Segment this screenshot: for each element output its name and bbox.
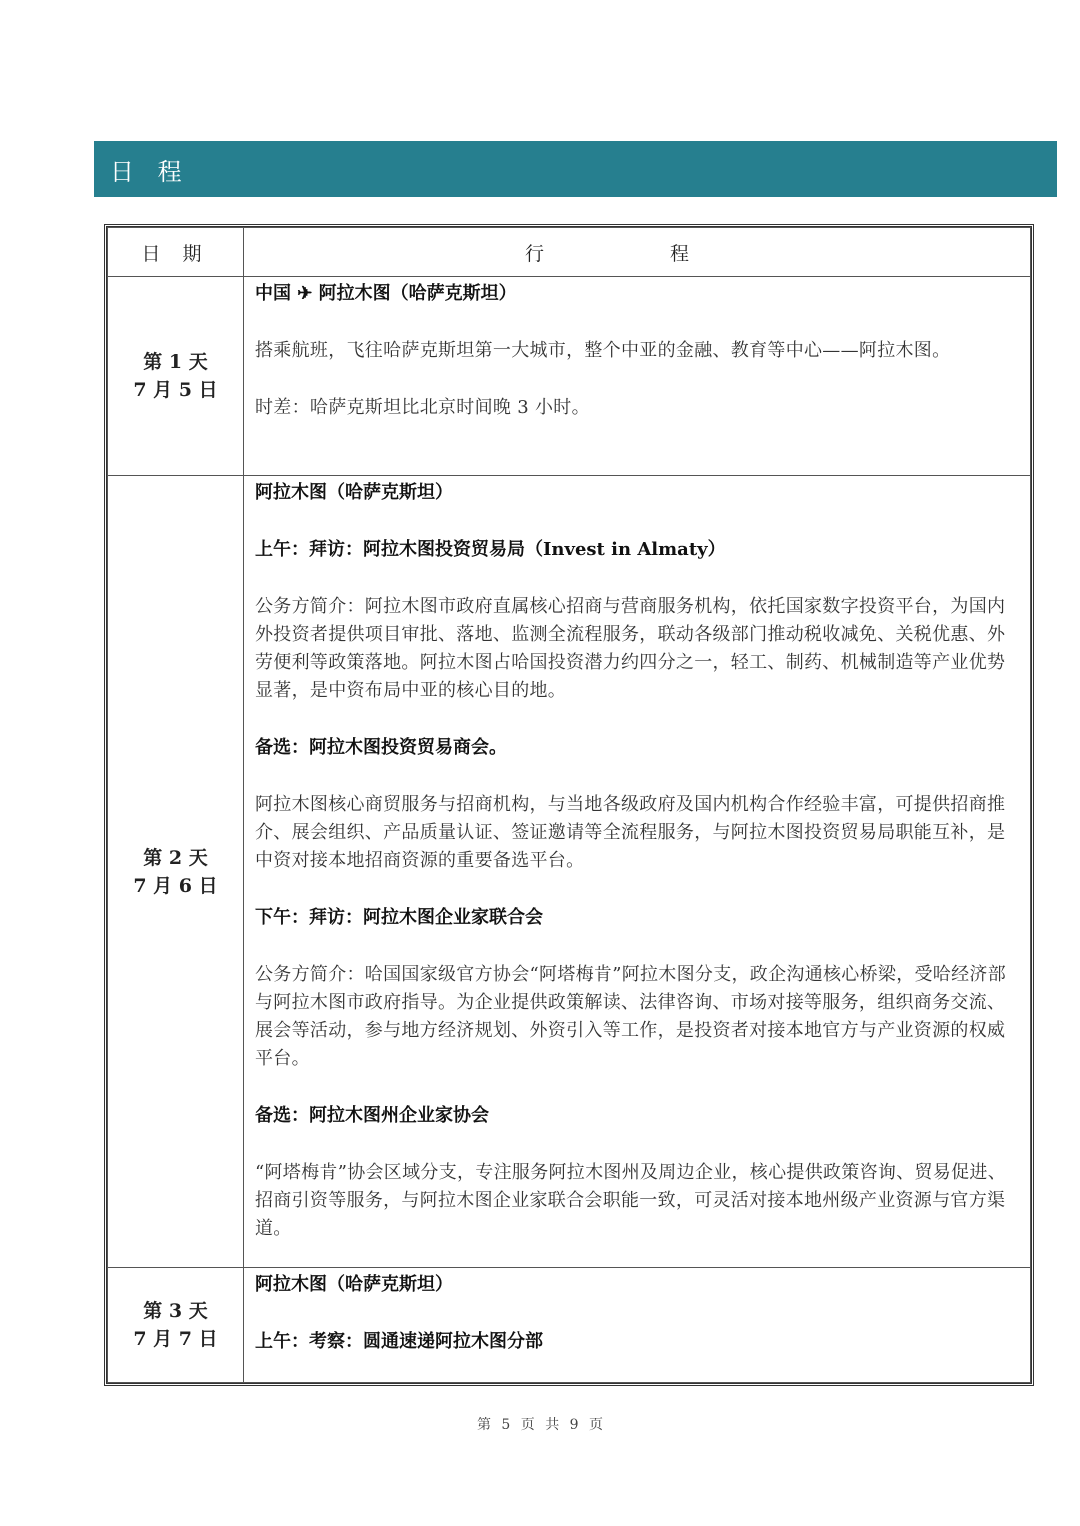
section-title: 日 程 <box>110 157 190 186</box>
table-row-day-2 <box>108 476 1031 1268</box>
section-banner <box>94 141 1057 197</box>
day-label: 第 1 天 <box>143 351 208 373</box>
itinerary-line: 备选：阿拉木图投资贸易商会。 <box>255 737 507 758</box>
date-label: 7 月 7 日 <box>133 1328 218 1350</box>
page-footer: 第 5 页 共 9 页 <box>476 1417 604 1433</box>
itinerary-line: 搭乘航班，飞往哈萨克斯坦第一大城市，整个中亚的金融、教育等中心——阿拉木图。 <box>255 340 951 361</box>
itinerary-line: 公务方简介：阿拉木图市政府直属核心招商与营商服务机构，依托国家数字投资平台，为国内外投资者提供项目审批、落地、监测全流程服务，联动各级部门推动税收减免、关税优惠、外劳便利等政策落地。阿拉木图占哈国投资潜力约四分之一，轻工、制药、机械制造等产业优势显著，是中资布局中亚的核心目的地。 <box>255 596 1006 701</box>
itinerary-line: 阿拉木图（哈萨克斯坦） <box>255 1274 453 1295</box>
date-label: 7 月 5 日 <box>133 379 218 401</box>
itinerary-cell <box>244 476 1031 1268</box>
date-cell <box>108 476 244 1268</box>
itinerary-line: 中国 ✈ 阿拉木图（哈萨克斯坦） <box>255 283 517 304</box>
date-label: 7 月 6 日 <box>133 874 218 897</box>
itinerary-table <box>104 224 1034 1386</box>
itinerary-line: 阿拉木图（哈萨克斯坦） <box>255 482 453 503</box>
itinerary-cell <box>244 277 1031 476</box>
table-row-day-3 <box>108 1268 1031 1383</box>
itinerary-line: 备选：阿拉木图州企业家协会 <box>255 1105 489 1126</box>
header-date: 日 期 <box>108 228 244 277</box>
date-cell <box>108 1268 244 1383</box>
itinerary-line: 下午：拜访：阿拉木图企业家联合会 <box>255 907 543 928</box>
itinerary-line: 公务方简介：哈国国家级官方协会“阿塔梅肯”阿拉木图分支，政企沟通核心桥梁，受哈经济部与阿拉木图市政府指导。为企业提供政策解读、法律咨询、市场对接等服务，组织商务交流、展会等活动，参与地方经济规划、外资引入等工作，是投资者对接本地官方与产业资源的权威平台。 <box>255 964 1006 1069</box>
itinerary-cell <box>244 1268 1031 1383</box>
itinerary-line: 阿拉木图核心商贸服务与招商机构，与当地各级政府及国内机构合作经验丰富，可提供招商推介、展会组织、产品质量认证、签证邀请等全流程服务，与阿拉木图投资贸易局职能互补，是中资对接本地招商资源的重要备选平台。 <box>255 794 1006 871</box>
itinerary-line: 时差：哈萨克斯坦比北京时间晚 3 小时。 <box>255 397 590 418</box>
day-label: 第 2 天 <box>143 846 208 869</box>
itinerary-line: 上午：拜访：阿拉木图投资贸易局（Invest in Almaty） <box>255 539 726 560</box>
date-cell <box>108 277 244 476</box>
itinerary-line: 上午：考察：圆通速递阿拉木图分部 <box>255 1331 543 1352</box>
day-label: 第 3 天 <box>143 1300 208 1322</box>
table-header-row <box>108 228 1031 277</box>
header-itinerary: 行 程 <box>244 228 1031 277</box>
table-row-day-1 <box>108 277 1031 476</box>
itinerary-line: “阿塔梅肯”协会区域分支，专注服务阿拉木图州及周边企业，核心提供政策咨询、贸易促进、招商引资等服务，与阿拉木图企业家联合会职能一致，可灵活对接本地州级产业资源与官方渠道。 <box>255 1162 1006 1239</box>
